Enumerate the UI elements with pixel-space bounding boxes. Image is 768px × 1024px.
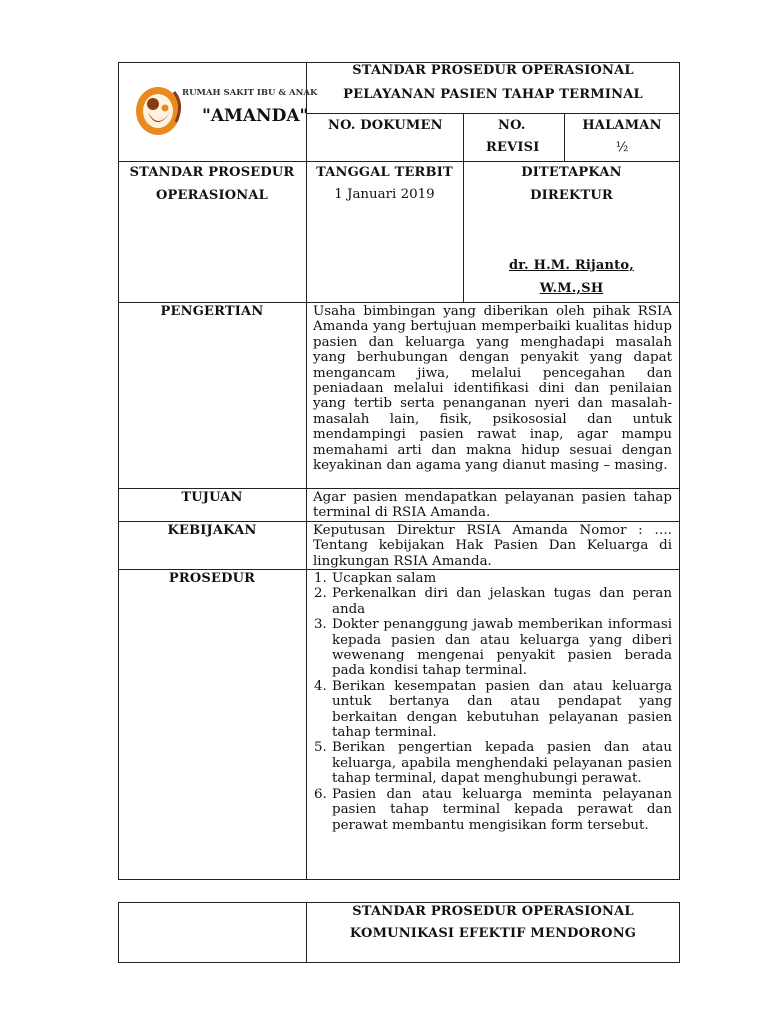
tanggal-terbit-value: 1 Januari 2019 (334, 187, 435, 202)
step-text: Ucapkan salam (332, 571, 437, 586)
halaman-label: HALAMAN (582, 118, 662, 133)
col-divider-revisi (463, 113, 464, 303)
hospital-name: "AMANDA" (202, 106, 309, 126)
tanggal-terbit-label: TANGGAL TERBIT (316, 165, 453, 180)
sop-subtitle: PELAYANAN PASIEN TAHAP TERMINAL (343, 87, 643, 102)
second-sop-subtitle: KOMUNIKASI EFEKTIF MENDORONG (349, 926, 637, 941)
pengertian-label: PENGERTIAN (160, 304, 264, 319)
tujuan-label: TUJUAN (181, 490, 243, 505)
logo-emblem-icon (128, 82, 190, 140)
kebijakan-label: KEBIJAKAN (167, 523, 257, 538)
list-item (306, 679, 672, 741)
step-number: 3. (314, 617, 327, 633)
tujuan-text: Agar pasien mendapatkan pelayanan pasien tahap terminal di RSIA Amanda. (313, 490, 672, 521)
hospital-logo (128, 82, 318, 142)
list-item (306, 586, 672, 617)
step-text: Dokter penanggung jawab memberikan informasi kepada pasien dan atau keluarga yang diberi wewenang mengenai penyakit pasien berada pada kondisi tahap terminal. (332, 617, 672, 679)
sop-title: STANDAR PROSEDUR OPERASIONAL (352, 63, 634, 78)
direktur-label: DIREKTUR (530, 188, 613, 203)
signer-name: dr. H.M. Rijanto, (509, 258, 634, 273)
step-number: 4. (314, 678, 327, 694)
step-number: 5. (314, 740, 327, 756)
step-text: Perkenalkan diri dan jelaskan tugas dan peran anda (332, 586, 672, 617)
step-number: 6. (314, 786, 327, 802)
sop-label-line2: OPERASIONAL (155, 188, 268, 203)
list-item (306, 740, 672, 786)
step-number: 1. (314, 571, 327, 586)
step-text: Pasien dan atau keluarga meminta pelayanan pasien tahap terminal kepada perawat dan perawat membantu mengisikan form tersebut. (332, 786, 672, 833)
no-revisi-label-line2: REVISI (486, 140, 540, 155)
second-sop-title: STANDAR PROSEDUR OPERASIONAL (352, 904, 634, 919)
step-text: Berikan pengertian kepada pasien dan atau keluarga, apabila menghendaki pelayanan pasien tahap terminal, dapat menghubungi perawat. (332, 740, 672, 787)
row-divider-pengertian (118, 488, 680, 489)
list-item (306, 787, 672, 833)
prosedur-label: PROSEDUR (168, 571, 256, 586)
list-item (306, 617, 672, 679)
hospital-line: RUMAH SAKIT IBU & ANAK (182, 88, 318, 98)
row-divider-info (118, 302, 680, 303)
row-divider-title (306, 113, 680, 114)
sop-label-line1: STANDAR PROSEDUR (129, 165, 295, 180)
list-item (306, 571, 672, 586)
step-text: Berikan kesempatan pasien dan atau keluarga untuk bertanya dan atau pendapat yang berkaitan dengan kebutuhan pelayanan pasien tahap terminal. (332, 678, 672, 741)
kebijakan-text: Keputusan Direktur RSIA Amanda Nomor : …. Tentang kebijakan Hak Pasien Dan Keluarga di lingkungan RSIA Amanda. (313, 523, 672, 569)
prosedur-list (306, 571, 672, 833)
signer-title: W.M.,SH (539, 281, 604, 296)
ditetapkan-label: DITETAPKAN (521, 165, 622, 180)
step-number: 2. (314, 586, 327, 602)
pengertian-text: Usaha bimbingan yang diberikan oleh pihak RSIA Amanda yang bertujuan memperbaiki kualitas hidup pasien dan keluarga yang menghadapi masalah yang berhubungan dengan penyakit yang dapat mengancam jiwa, melalui pencegahan dan peniadaan melalui identifikasi dini dan penilaian yang tertib serta penanganan nyeri dan masalah-masalah lain, fisik, psikososial dan untuk mendampingi pasien rawat inap, agar mampu memahami arti dan makna hidup sesuai dengan keyakinan dan agama yang dianut masing – masing. (313, 304, 672, 474)
no-revisi-label-line1: NO. (498, 118, 526, 133)
row-divider-header (118, 161, 680, 162)
row-divider-tujuan (118, 521, 680, 522)
no-dokumen-label: NO. DOKUMEN (328, 118, 443, 133)
halaman-value: ½ (615, 140, 629, 155)
